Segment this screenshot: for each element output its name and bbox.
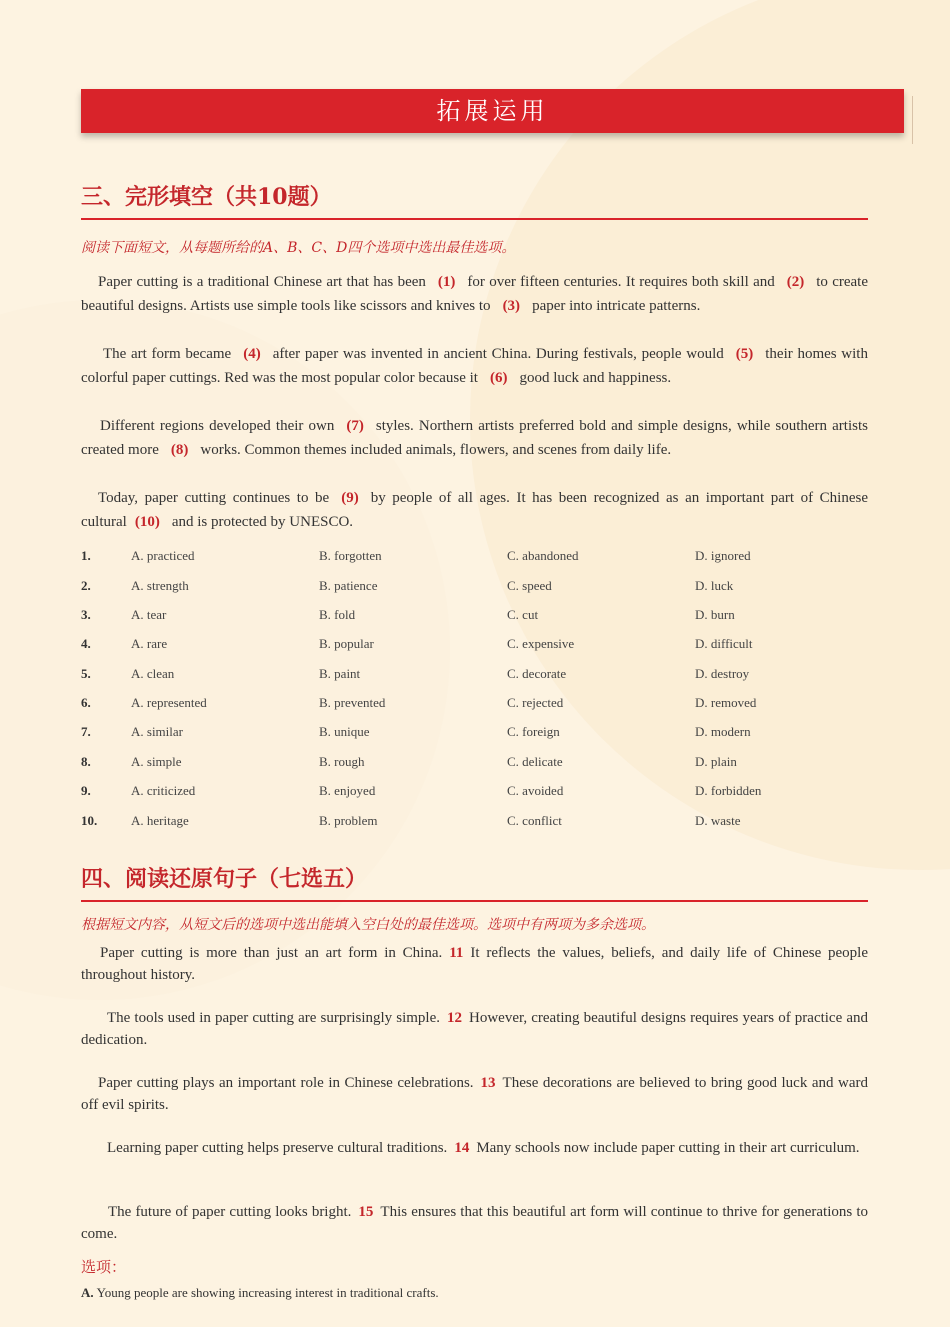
option-b[interactable]: B. forgotten — [319, 548, 382, 563]
choice-text: Young people are showing increasing interest in traditional crafts. — [96, 1285, 439, 1300]
paragraph-text: to create beautiful designs. Artists use simple tools like scissors and knives to — [81, 274, 869, 314]
paragraph-text: The future of paper cutting looks bright. — [108, 1204, 352, 1220]
option-d[interactable]: D. burn — [695, 607, 735, 622]
question-number: 2. — [81, 578, 91, 593]
option-b[interactable]: B. unique — [319, 724, 370, 739]
question-row — [81, 813, 868, 833]
option-c[interactable]: C. delicate — [507, 754, 563, 769]
question-row — [81, 607, 868, 627]
option-b[interactable]: B. paint — [319, 666, 361, 681]
option-d[interactable]: D. luck — [695, 578, 734, 593]
option-a[interactable]: A. practiced — [131, 548, 195, 563]
option-a[interactable]: A. simple — [131, 754, 182, 769]
option-b[interactable]: B. problem — [319, 813, 378, 828]
question-number: 7. — [81, 724, 91, 739]
option-a[interactable]: A. heritage — [131, 813, 189, 828]
choices-label: 选项： — [81, 1258, 127, 1276]
paragraph-text: It reflects the values, beliefs, and daily life of Chinese people throughout history. — [81, 945, 868, 983]
blank-marker: (2) — [786, 274, 805, 290]
question-number: 5. — [81, 666, 91, 681]
paragraph-text: paper into intricate patterns. — [532, 298, 701, 314]
question-row — [81, 636, 868, 656]
paragraph-text: The tools used in paper cutting are surprisingly simple. — [107, 1010, 441, 1026]
option-a[interactable]: A. similar — [131, 724, 183, 739]
reading-paragraph-3 — [81, 1072, 868, 1116]
question-number: 6. — [81, 695, 91, 710]
option-c[interactable]: C. conflict — [507, 813, 562, 828]
option-d[interactable]: D. destroy — [695, 666, 750, 681]
paragraph-text: Many schools now include paper cutting in their art curriculum. — [476, 1140, 860, 1156]
paragraph-text: Paper cutting is a traditional Chinese art that has been — [98, 274, 426, 290]
blank-marker: 14 — [454, 1140, 470, 1156]
option-c[interactable]: C. expensive — [507, 636, 575, 651]
paragraph-text: works. Common themes included animals, flowers, and scenes from daily life. — [200, 442, 672, 458]
option-b[interactable]: B. fold — [319, 607, 356, 622]
question-row — [81, 666, 868, 686]
paragraph-text: Different regions developed their own — [100, 418, 335, 434]
option-c[interactable]: C. foreign — [507, 724, 560, 739]
section4-heading: 四、阅读还原句子（七选五） — [81, 862, 868, 902]
section4-instruction: 根据短文内容，从短文后的选项中选出能填入空白处的最佳选项。选项中有两项为多余选项。 — [81, 917, 655, 933]
blank-marker: (3) — [502, 298, 521, 314]
question-number: 3. — [81, 607, 91, 622]
option-d[interactable]: D. forbidden — [695, 783, 762, 798]
cloze-paragraph-2 — [81, 342, 868, 390]
option-d[interactable]: D. waste — [695, 813, 741, 828]
question-row — [81, 724, 868, 744]
blank-marker: (4) — [243, 346, 261, 362]
reading-paragraph-1 — [81, 942, 868, 986]
banner-title: 拓展运用 — [81, 89, 904, 133]
paragraph-text: styles. Northern artists preferred bold and simple designs, while southern artists created more — [81, 418, 868, 458]
paragraph-text: good luck and happiness. — [519, 370, 672, 386]
option-c[interactable]: C. cut — [507, 607, 539, 622]
paragraph-text: for over fifteen centuries. It requires both skill and — [467, 274, 775, 290]
option-d[interactable]: D. removed — [695, 695, 757, 710]
reading-paragraph-2 — [81, 1007, 868, 1051]
option-d[interactable]: D. difficult — [695, 636, 753, 651]
option-d[interactable]: D. modern — [695, 724, 751, 739]
section3-instruction: 阅读下面短文，从每题所给的A、B、C、D四个选项中选出最佳选项。 — [81, 240, 516, 256]
choice-letter: A. — [81, 1285, 94, 1300]
paragraph-text: The art form became — [103, 346, 232, 362]
question-number: 10. — [81, 813, 98, 828]
option-a[interactable]: A. rare — [131, 636, 168, 651]
option-b[interactable]: B. enjoyed — [319, 783, 376, 798]
paragraph-text: Paper cutting is more than just an art form in China. — [100, 945, 443, 961]
paragraph-text: Learning paper cutting helps preserve cultural traditions. — [107, 1140, 448, 1156]
cloze-paragraph-1 — [81, 270, 868, 318]
paragraph-text: their homes with colorful paper cuttings. Red was the most popular color because it — [81, 346, 868, 386]
option-a[interactable]: A. represented — [131, 695, 207, 710]
option-a[interactable]: A. clean — [131, 666, 175, 681]
blank-marker: (6) — [489, 370, 508, 386]
paragraph-text: However, creating beautiful designs requires years of practice and dedication. — [81, 1010, 868, 1048]
blank-marker: (8) — [170, 442, 189, 458]
option-d[interactable]: D. plain — [695, 754, 737, 769]
blank-marker: 11 — [449, 945, 464, 961]
blank-marker: 13 — [480, 1075, 496, 1091]
option-b[interactable]: B. rough — [319, 754, 365, 769]
option-b[interactable]: B. popular — [319, 636, 374, 651]
blank-marker: 12 — [447, 1010, 463, 1026]
blank-marker: (10) — [134, 514, 160, 530]
blank-marker: (1) — [437, 274, 456, 290]
option-c[interactable]: C. decorate — [507, 666, 567, 681]
option-b[interactable]: B. prevented — [319, 695, 386, 710]
paragraph-text: and is protected by UNESCO. — [171, 514, 354, 530]
question-number: 1. — [81, 548, 91, 563]
question-number: 9. — [81, 783, 91, 798]
question-number: 4. — [81, 636, 91, 651]
option-c[interactable]: C. speed — [507, 578, 552, 593]
blank-marker: (5) — [735, 346, 754, 362]
question-row — [81, 754, 868, 774]
section3-heading: 三、完形填空（共10题） — [81, 180, 868, 220]
blank-marker: (9) — [341, 490, 359, 506]
question-number: 8. — [81, 754, 91, 769]
option-c[interactable]: C. abandoned — [507, 548, 579, 563]
option-a[interactable]: A. criticized — [131, 783, 196, 798]
blank-marker: 15 — [358, 1204, 374, 1220]
question-row — [81, 578, 868, 598]
cloze-paragraph-3 — [81, 414, 868, 462]
question-row — [81, 548, 868, 568]
paragraph-text: Today, paper cutting continues to be — [98, 490, 330, 506]
question-row — [81, 695, 868, 715]
paragraph-text: These decorations are believed to bring good luck and ward off evil spirits. — [81, 1075, 868, 1113]
paragraph-text: This ensures that this beautiful art form will continue to thrive for generations to come. — [81, 1204, 868, 1242]
blank-marker: (7) — [346, 418, 364, 434]
banner-edge-line — [912, 96, 913, 144]
reading-paragraph-5 — [81, 1201, 868, 1245]
paragraph-text: after paper was invented in ancient China. During festivals, people would — [272, 346, 724, 362]
reading-paragraph-4 — [81, 1137, 868, 1159]
option-a[interactable]: A. strength — [131, 578, 189, 593]
option-a[interactable]: A. tear — [131, 607, 167, 622]
option-c[interactable]: C. rejected — [507, 695, 564, 710]
choice-item[interactable] — [81, 1285, 439, 1301]
option-d[interactable]: D. ignored — [695, 548, 751, 563]
paragraph-text: by people of all ages. It has been recognized as an important part of Chinese cultural — [81, 490, 868, 530]
question-row — [81, 783, 868, 803]
paragraph-text: Paper cutting plays an important role in Chinese celebrations. — [98, 1075, 474, 1091]
option-b[interactable]: B. patience — [319, 578, 378, 593]
option-c[interactable]: C. avoided — [507, 783, 564, 798]
cloze-paragraph-4 — [81, 486, 868, 534]
